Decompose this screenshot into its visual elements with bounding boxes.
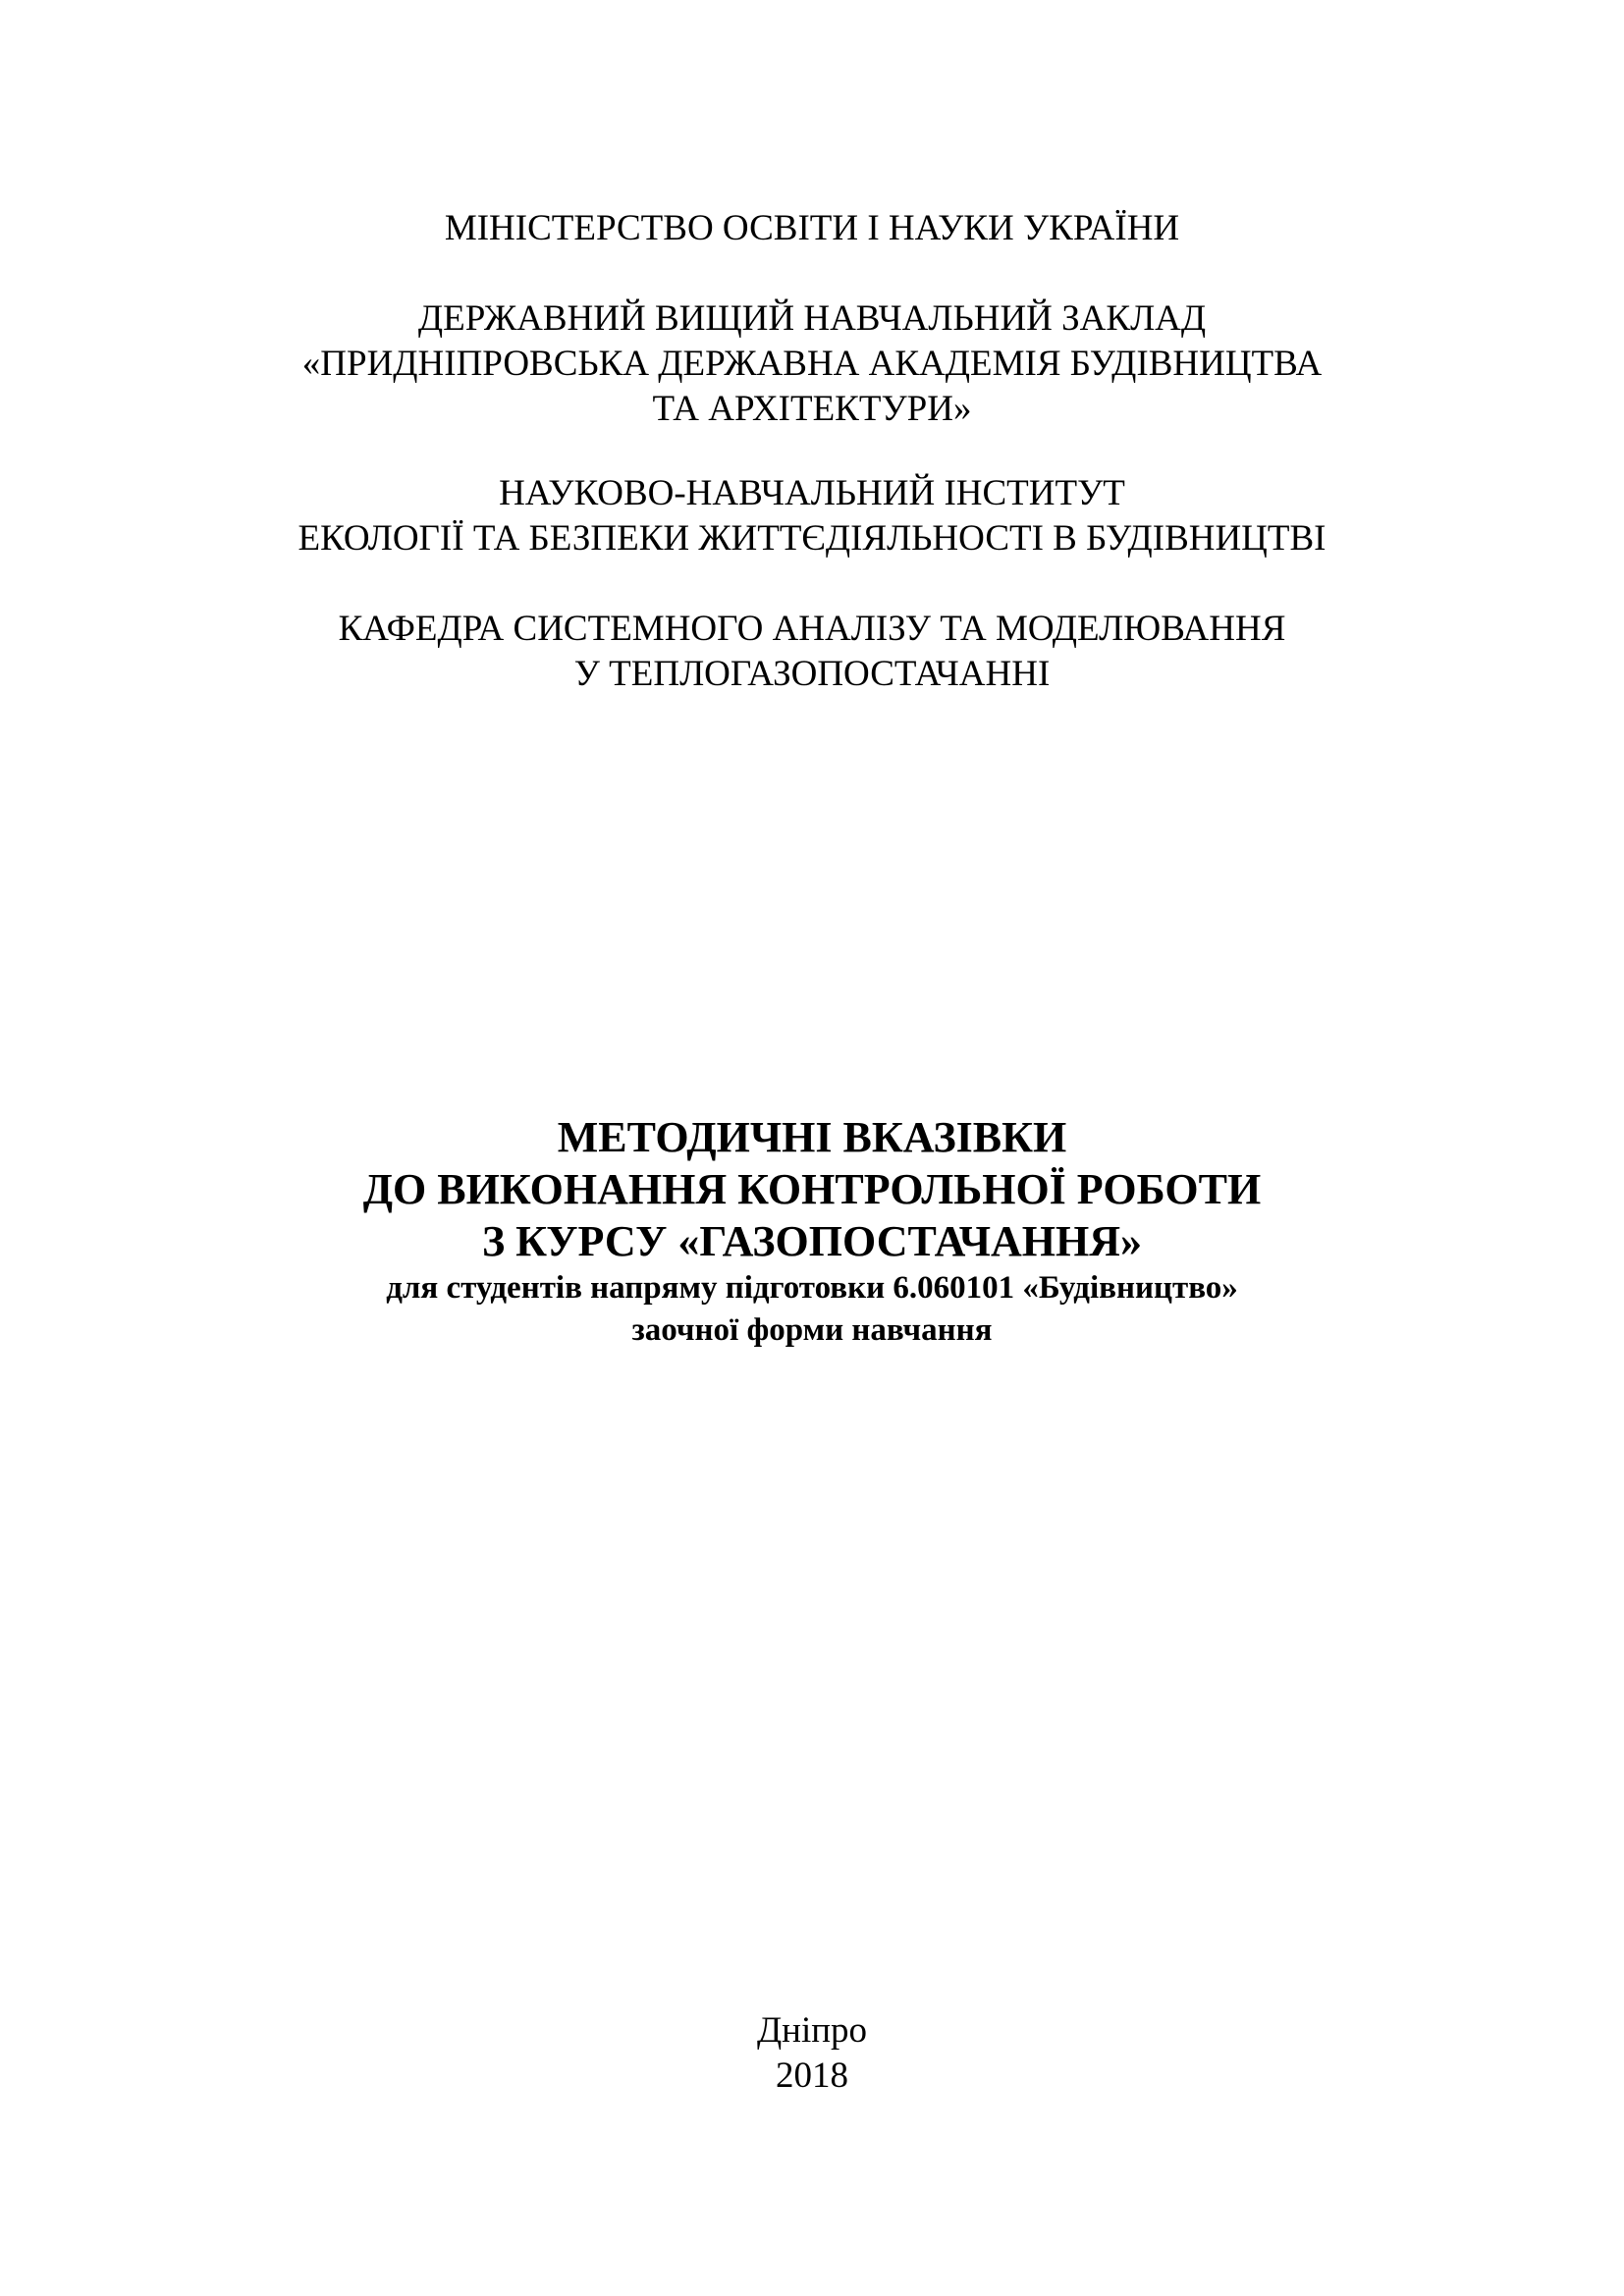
institution-line-1: ДЕРЖАВНИЙ ВИЩИЙ НАВЧАЛЬНИЙ ЗАКЛАД xyxy=(417,298,1207,339)
institute-line-1: НАУКОВО-НАВЧАЛЬНИЙ ІНСТИТУТ xyxy=(499,473,1125,513)
title-line-1: МЕТОДИЧНІ ВКАЗІВКИ xyxy=(557,1113,1067,1161)
title-block xyxy=(0,1111,1624,1352)
title-line-3: З КУРСУ «ГАЗОПОСТАЧАННЯ» xyxy=(481,1217,1143,1265)
institute-line-2: ЕКОЛОГІЇ ТА БЕЗПЕКИ ЖИТТЄДІЯЛЬНОСТІ В БУДІВНИЦТВІ xyxy=(298,518,1326,559)
footer-block xyxy=(0,2008,1624,2099)
publication-year: 2018 xyxy=(776,2056,848,2096)
department-block xyxy=(0,607,1624,697)
subtitle-line-1: для студентів напряму підготовки 6.060101 «Будівництво» xyxy=(386,1270,1238,1306)
department-line-1: КАФЕДРА СИСТЕМНОГО АНАЛІЗУ ТА МОДЕЛЮВАННЯ xyxy=(338,609,1286,649)
ministry-name: МІНІСТЕРСТВО ОСВІТИ І НАУКИ УКРАЇНИ xyxy=(444,208,1180,248)
ministry-block xyxy=(0,206,1624,251)
subtitle-line-2: заочної форми навчання xyxy=(631,1312,993,1348)
institute-block xyxy=(0,471,1624,561)
city-name: Дніпро xyxy=(756,2010,868,2051)
title-line-2: ДО ВИКОНАННЯ КОНТРОЛЬНОЇ РОБОТИ xyxy=(362,1165,1262,1213)
institution-line-3: ТА АРХІТЕКТУРИ» xyxy=(652,389,972,429)
institution-line-2: «ПРИДНІПРОВСЬКА ДЕРЖАВНА АКАДЕМІЯ БУДІВНИЦТВА xyxy=(301,344,1323,384)
department-line-2: У ТЕПЛОГАЗОПОСТАЧАННІ xyxy=(573,654,1051,694)
institution-block xyxy=(0,296,1624,432)
